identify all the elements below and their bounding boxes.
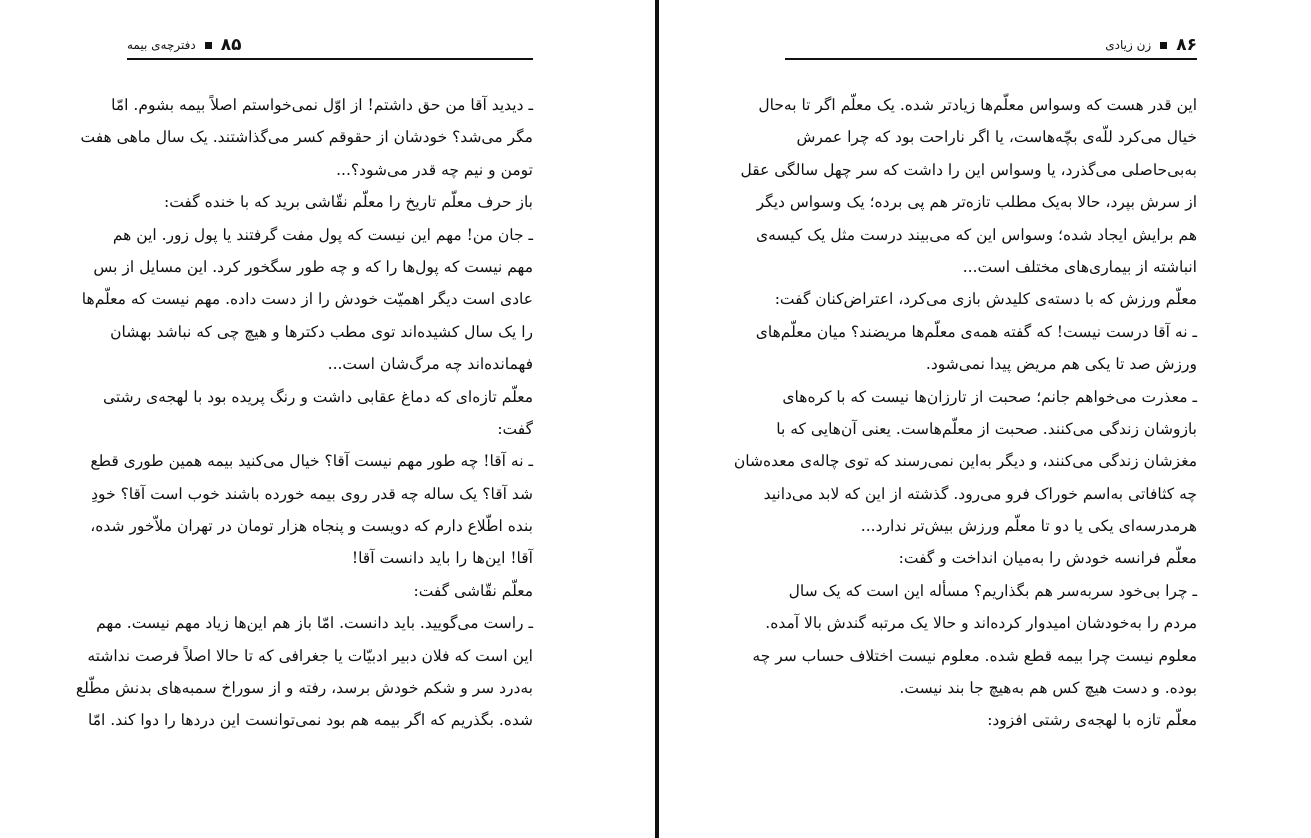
left-page-body <box>75 89 533 737</box>
text-line: گفت: <box>497 419 533 438</box>
text-line: هم برایش ایجاد شده؛ وسواس این که می‌بیند درست مثل یک کیسه‌ی <box>755 225 1197 244</box>
right-page-header <box>785 32 1197 60</box>
text-line: معلّم نقّاشی گفت: <box>413 581 533 600</box>
right-page <box>661 0 1311 838</box>
left-page-number: ۸۵ <box>220 35 242 55</box>
text-line: به‌بی‌حاصلی می‌گذرد، یا وسواس این را داشت که سر چهل سالگی عقل <box>740 160 1197 179</box>
text-line: ـ دیدید آقا من حق داشتم! از اوّل نمی‌خواستم اصلاً بیمه بشوم. امّا <box>111 96 533 114</box>
text-line: ـ نه آقا درست نیست! که گفته همه‌ی معلّم‌ها مریضند؟ میان معلّم‌های <box>755 322 1197 341</box>
text-line: مردم را به‌خودشان امیدوار کرده‌اند و حالا یک مرتبه گندش بالا آمده. <box>765 614 1197 633</box>
book-gutter-divider <box>655 0 659 838</box>
text-line: خیال می‌کرد للّه‌ی بچّه‌هاست، یا اگر ناراحت بود که چرا عمرش <box>796 128 1197 147</box>
text-line: معلّم فرانسه خودش را به‌میان انداخت و گفت: <box>898 549 1197 568</box>
text-line: معلّم ورزش که با دسته‌ی کلیدش بازی می‌کرد، اعتراض‌کنان گفت: <box>774 290 1197 309</box>
header-square-icon <box>1160 42 1167 49</box>
text-line: مغزشان زندگی می‌کنند، و دیگر به‌این نمی‌رسند که توی چاله‌ی معده‌شان <box>733 452 1197 471</box>
text-line: چه کثافاتی به‌اسم خوراک فرو می‌رود. گذشته از این که لابد می‌دانید <box>763 484 1197 503</box>
text-line: ـ جان من! مهم این نیست که پول مفت گرفتند یا پول زور. این هم <box>112 225 533 244</box>
text-line: ـ نه آقا! چه طور مهم نیست آقا؟ خیال می‌کنید بیمه همین طوری قطع <box>90 452 533 471</box>
text-line: انباشته از بیماری‌های مختلف است... <box>962 257 1197 276</box>
text-line: معلوم نیست چرا بیمه قطع شده. معلوم نیست اختلاف حساب سر چه <box>752 646 1197 665</box>
text-line: مهم نیست که پول‌ها را که و چه طور سگخور کرد. این مسایل از بس <box>93 257 533 276</box>
text-line: ورزش صد تا یکی هم مریض پیدا نمی‌شود. <box>925 355 1197 374</box>
text-line: هرمدرسه‌ای یکی یا دو تا معلّم ورزش بیش‌تر ندارد... <box>860 517 1197 536</box>
right-page-title: زن زیادی <box>1105 38 1152 52</box>
right-page-number: ۸۶ <box>1176 35 1197 55</box>
text-line: ـ چرا بی‌خود سربه‌سر هم بگذاریم؟ مسأله این است که یک سال <box>788 581 1197 600</box>
text-line: این قدر هست که وسواس معلّم‌ها زیادتر شده. یک معلّم اگر تا به‌حال <box>758 96 1197 114</box>
text-line: شد آقا؟ یک ساله چه قدر روی بیمه خورده باشند خوب است آقا؟ خودِ <box>91 484 533 503</box>
header-square-icon <box>205 42 212 49</box>
text-line: معلّم تازه‌ای که دماغ عقابی داشت و رنگ پریده بود با لهجه‌ی رشتی <box>103 387 533 406</box>
text-line: این است که فلان دبیر ادبیّات یا جغرافی که تا حالا اصلاً فرصت نداشته <box>87 646 533 665</box>
text-line: باز حرف معلّم تاریخ را معلّم نقّاشی برید که با خنده گفت: <box>163 193 533 212</box>
text-line: مگر می‌شد؟ خودشان از حقوقم کسر می‌گذاشتند. یک سال ماهی هفت <box>80 128 533 147</box>
text-line: عادی است دیگر اهمیّت خودش را از دست داده. مهم نیست که معلّم‌ها <box>81 290 533 309</box>
text-line: بنده اطّلاع دارم که دویست و پنجاه هزار تومان در تهران ملاّخور شده، <box>90 517 533 536</box>
left-page-header <box>127 32 533 60</box>
text-line: فهمانده‌اند چه مرگ‌شان است... <box>327 355 533 374</box>
text-line: آقا! این‌ها را باید دانست آقا! <box>351 549 533 568</box>
text-line: به‌درد سر و شکم خودش برسد، رفته و از سوراخ سمبه‌های بدنش مطّلع <box>75 679 533 698</box>
text-line: بازوشان زندگی می‌کنند. صحبت از معلّم‌هاست. یعنی آن‌هایی که با <box>776 419 1197 438</box>
text-line: بوده. و دست هیچ کس هم به‌هیچ جا بند نیست. <box>899 679 1197 698</box>
text-line: ـ راست می‌گویید. باید دانست. امّا باز هم این‌ها زیاد مهم نیست. مهم <box>96 614 533 633</box>
text-line: ـ معذرت می‌خواهم جانم؛ صحبت از تارزان‌ها نیست که با کره‌های <box>782 387 1197 406</box>
text-line: از سرش بپرد، حالا به‌یک مطلب تازه‌تر هم پی برده؛ یک وسواس دیگر <box>756 193 1197 212</box>
text-line: شده. بگذریم که اگر بیمه هم بود نمی‌توانست این دردها را دوا کند. امّا <box>88 711 533 730</box>
left-page-title: دفترچه‌ی بیمه <box>127 38 196 52</box>
text-line: تومن و نیم چه قدر می‌شود؟... <box>336 160 533 179</box>
text-line: را یک سال کشیده‌اند توی مطب دکترها و هیچ چی که نباشد بهشان <box>110 322 533 341</box>
left-page <box>0 0 655 838</box>
text-line: معلّم تازه با لهجه‌ی رشتی افزود: <box>987 711 1197 730</box>
right-page-body <box>733 89 1197 737</box>
